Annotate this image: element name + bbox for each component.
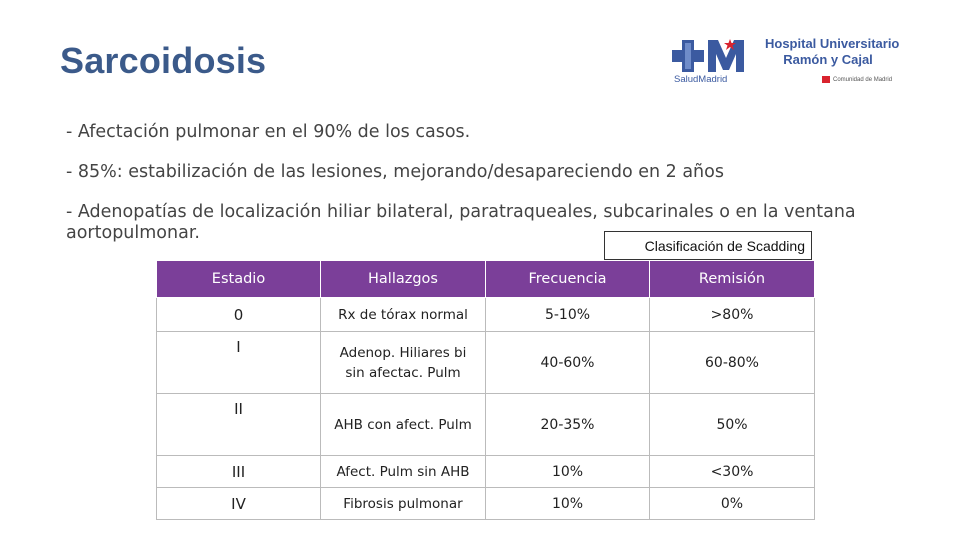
table-cell: 5-10% <box>486 298 650 332</box>
salud-madrid-label: SaludMadrid <box>674 74 728 85</box>
table-cell: I <box>157 332 321 394</box>
table-cell: >80% <box>650 298 815 332</box>
table-cell: 40-60% <box>486 332 650 394</box>
bullet-item: - Afectación pulmonar en el 90% de los casos. <box>66 122 471 142</box>
table-cell: <30% <box>650 456 815 488</box>
comunidad-madrid-label: Comunidad de Madrid <box>833 77 893 84</box>
table-row <box>157 456 815 488</box>
table-caption: Clasificación de Scadding <box>604 231 812 260</box>
header-cell: Estadio <box>157 261 321 298</box>
table-cell: Rx de tórax normal <box>321 298 486 332</box>
table-cell: 10% <box>486 456 650 488</box>
scadding-table <box>156 260 815 520</box>
table-cell: Afect. Pulm sin AHB <box>321 456 486 488</box>
table-cell: II <box>157 394 321 456</box>
hospital-logo-icon <box>672 38 764 74</box>
table-cell: Adenop. Hiliares bi sin afectac. Pulm <box>321 332 486 394</box>
table-cell: IV <box>157 488 321 520</box>
logo-line-1: Hospital Universitario <box>765 36 900 51</box>
table-cell: 50% <box>650 394 815 456</box>
table-cell: 10% <box>486 488 650 520</box>
table-row <box>157 488 815 520</box>
table-cell: III <box>157 456 321 488</box>
table-row <box>157 298 815 332</box>
header-cell: Frecuencia <box>486 261 650 298</box>
flag-icon <box>822 76 830 83</box>
table-row <box>157 394 815 456</box>
table-cell: AHB con afect. Pulm <box>321 394 486 456</box>
bullet-item: - 85%: estabilización de las lesiones, mejorando/desapareciendo en 2 años <box>66 162 724 182</box>
table-row <box>157 332 815 394</box>
header-cell: Hallazgos <box>321 261 486 298</box>
header-cell: Remisión <box>650 261 815 298</box>
bullet-item: - Adenopatías de localización hiliar bilateral, paratraqueales, subcarinales o en la ventana aortopulmonar. <box>66 202 856 243</box>
table-cell: Fibrosis pulmonar <box>321 488 486 520</box>
table-cell: 0% <box>650 488 815 520</box>
table-cell: 0 <box>157 298 321 332</box>
slide-title: Sarcoidosis <box>60 40 267 81</box>
hospital-logo <box>670 34 910 94</box>
table-cell: 60-80% <box>650 332 815 394</box>
table-header-row <box>157 261 815 298</box>
table-cell: 20-35% <box>486 394 650 456</box>
logo-line-2: Ramón y Cajal <box>783 52 873 67</box>
